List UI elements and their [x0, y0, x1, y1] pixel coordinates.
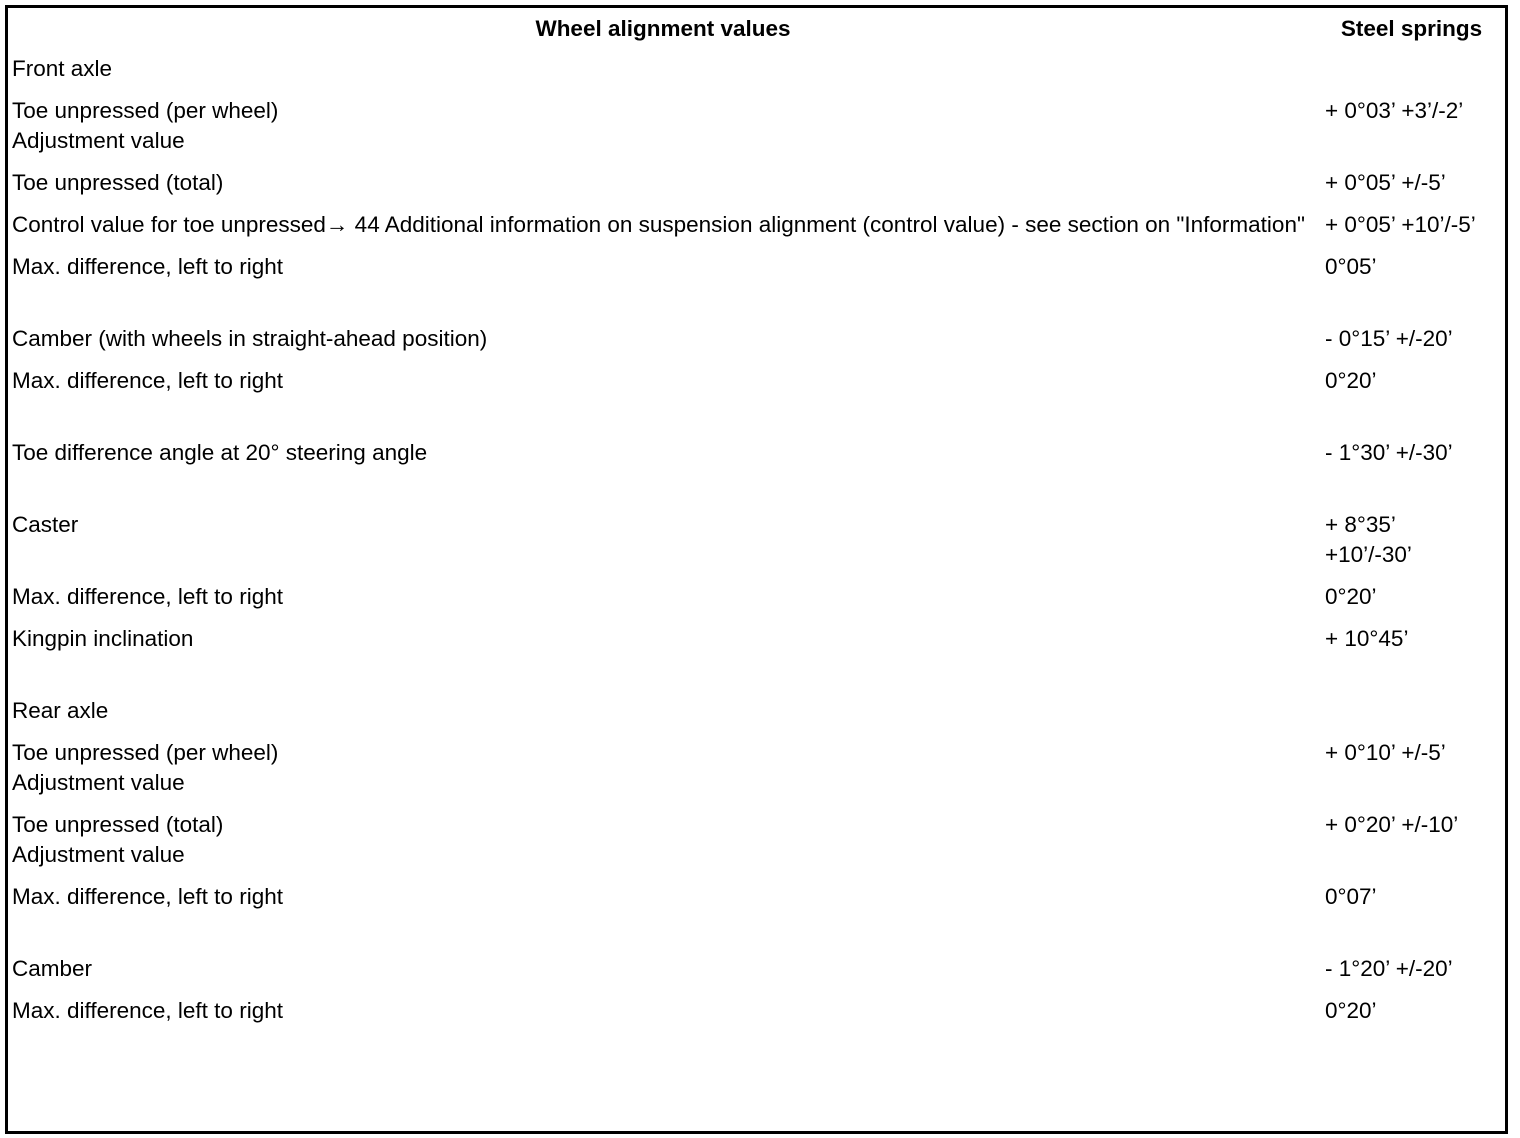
table-row	[8, 692, 1505, 734]
row-label: Rear axle	[12, 698, 109, 723]
row-label: Caster	[12, 512, 79, 537]
row-value: 0°20’	[1325, 998, 1377, 1023]
row-value: + 0°03’ +3’/-2’	[1325, 98, 1464, 123]
table-row	[8, 578, 1505, 620]
table-row	[8, 506, 1505, 578]
row-label: Max. difference, left to right	[12, 884, 283, 909]
table-row	[8, 992, 1505, 1034]
spacer-cell	[8, 290, 1505, 320]
row-label: Max. difference, left to right	[12, 998, 283, 1023]
header-label-column: Wheel alignment values	[535, 16, 791, 41]
row-label: Kingpin inclination	[12, 626, 194, 651]
table-row	[8, 206, 1505, 248]
table-row	[8, 806, 1505, 878]
table-row	[8, 92, 1505, 164]
spacer-cell	[8, 662, 1505, 692]
row-label: Camber	[12, 956, 93, 981]
spacer-row	[8, 290, 1505, 320]
row-label: Toe unpressed (total) Adjustment value	[12, 812, 224, 867]
spacer-row	[8, 662, 1505, 692]
row-label: Toe unpressed (total)	[12, 170, 224, 195]
table-row	[8, 362, 1505, 404]
spacer-row	[8, 920, 1505, 950]
table-row	[8, 50, 1505, 92]
table-row	[8, 320, 1505, 362]
row-label: Toe unpressed (per wheel) Adjustment value	[12, 740, 279, 795]
table-row	[8, 878, 1505, 920]
table-row	[8, 950, 1505, 992]
row-label: Camber (with wheels in straight-ahead position)	[12, 326, 488, 351]
row-value: + 0°05’ +10’/-5’	[1325, 212, 1476, 237]
row-label: Max. difference, left to right	[12, 584, 283, 609]
header-value-column: Steel springs	[1340, 16, 1483, 41]
row-value: 0°20’	[1325, 368, 1377, 393]
row-value: - 1°30’ +/-30’	[1325, 440, 1453, 465]
row-value: + 0°10’ +/-5’	[1325, 740, 1446, 765]
row-label: Toe difference angle at 20° steering angle	[12, 440, 428, 465]
spacer-row	[8, 476, 1505, 506]
row-label: Front axle	[12, 56, 113, 81]
spacer-cell	[8, 404, 1505, 434]
table-row	[8, 620, 1505, 662]
row-value: + 10°45’	[1325, 626, 1409, 651]
table-row	[8, 734, 1505, 806]
row-value: + 0°05’ +/-5’	[1325, 170, 1446, 195]
row-label: Max. difference, left to right	[12, 368, 283, 393]
row-value: + 0°20’ +/-10’	[1325, 812, 1459, 837]
spacer-cell	[8, 476, 1505, 506]
spec-table-frame	[5, 5, 1508, 1134]
row-value: 0°20’	[1325, 584, 1377, 609]
row-label: Control value for toe unpressed→ 44 Additional information on suspension alignment (control value) - see section on "Information"	[12, 212, 1305, 237]
spacer-cell	[8, 920, 1505, 950]
row-label: Max. difference, left to right	[12, 254, 283, 279]
row-value	[1318, 692, 1505, 734]
row-value	[1318, 50, 1505, 92]
spacer-row	[8, 404, 1505, 434]
table-row	[8, 164, 1505, 206]
table-body	[8, 50, 1505, 1034]
row-value: 0°07’	[1325, 884, 1377, 909]
table-header-row	[8, 8, 1505, 50]
table-row	[8, 248, 1505, 290]
row-value: - 0°15’ +/-20’	[1325, 326, 1453, 351]
row-value: 0°05’	[1325, 254, 1377, 279]
wheel-alignment-table	[8, 8, 1505, 1034]
row-value: + 8°35’ +10’/-30’	[1325, 512, 1412, 567]
table-row	[8, 434, 1505, 476]
row-label: Toe unpressed (per wheel) Adjustment value	[12, 98, 279, 153]
row-value: - 1°20’ +/-20’	[1325, 956, 1453, 981]
